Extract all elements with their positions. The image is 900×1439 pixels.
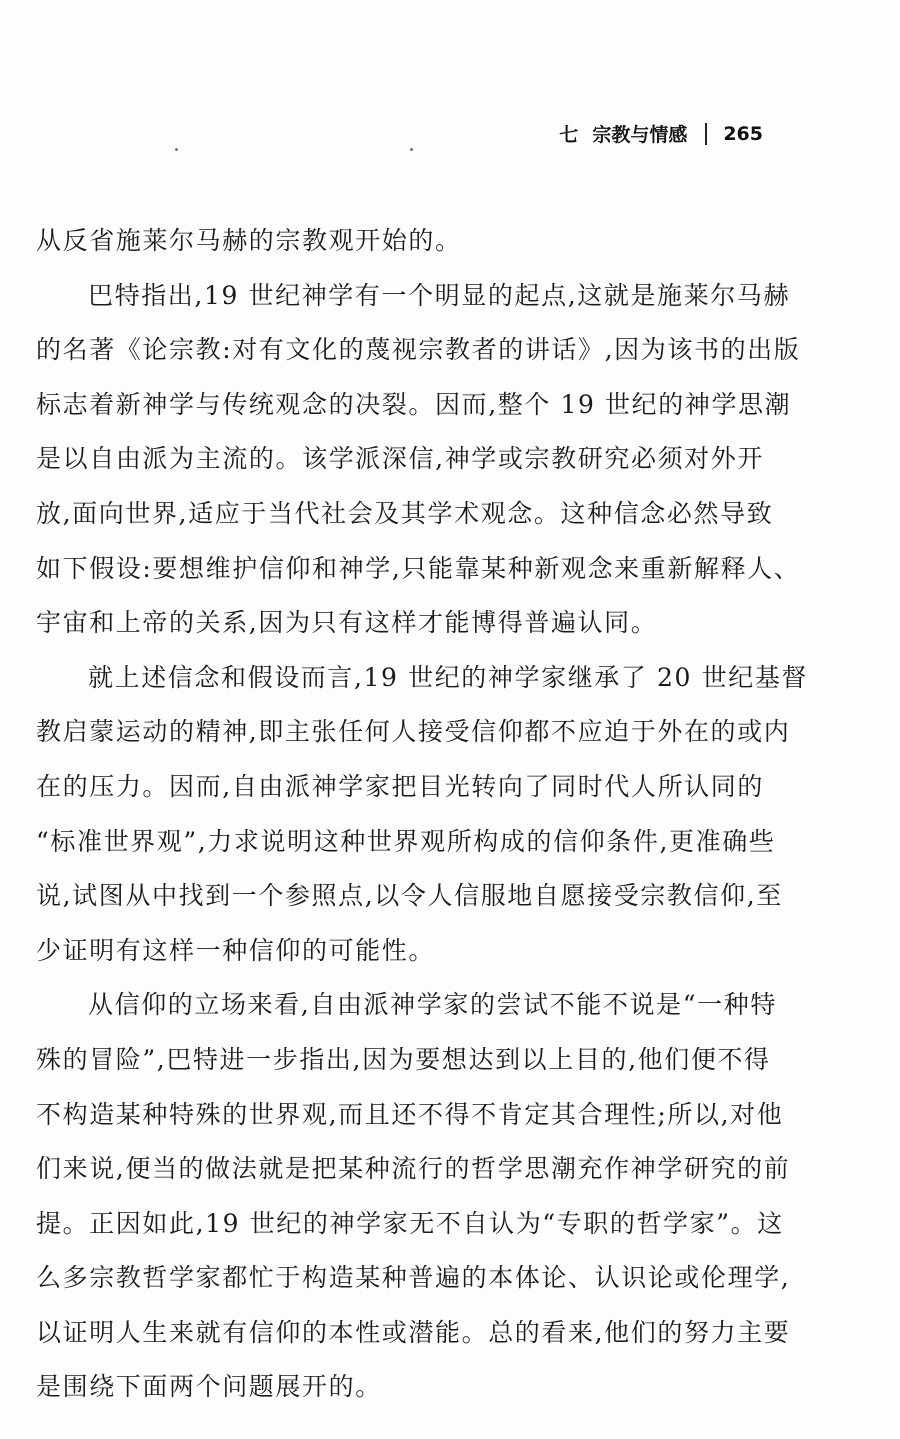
text-line: 如下假设:要想维护信仰和神学,只能靠某种新观念来重新解释人、: [36, 553, 801, 583]
text-line: 从信仰的立场来看,自由派神学家的尝试不能不说是“一种特: [88, 990, 777, 1020]
text-line: 宇宙和上帝的关系,因为只有这样才能博得普遍认同。: [36, 608, 658, 638]
text-line: 殊的冒险”,巴特进一步指出,因为要想达到以上目的,他们便不得: [36, 1044, 771, 1074]
chapter-number: 七: [559, 124, 579, 146]
text-line: 说,试图从中找到一个参照点,以令人信服地自愿接受宗教信仰,至: [36, 881, 783, 911]
text-line: 从反省施莱尔马赫的宗教观开始的。: [36, 226, 462, 255]
text-line: 巴特指出,19 世纪神学有一个明显的起点,这就是施莱尔马赫: [88, 280, 791, 310]
running-header: [559, 120, 763, 147]
text-line: 提。正因如此,19 世纪的神学家无不自认为“专职的哲学家”。这: [36, 1208, 784, 1238]
page-number: 265: [723, 122, 763, 145]
text-line: 少证明有这样一种信仰的可能性。: [36, 935, 436, 965]
text-line: 是以自由派为主流的。该学派深信,神学或宗教研究必须对外开: [36, 444, 764, 474]
body-text: [36, 214, 809, 1415]
header-divider: [705, 123, 707, 145]
scan-speck: [175, 148, 178, 151]
text-line: 的名著《论宗教:对有文化的蔑视宗教者的讲话》,因为该书的出版: [36, 335, 801, 365]
text-line: 标志着新神学与传统观念的决裂。因而,整个 19 世纪的神学思潮: [36, 389, 792, 419]
text-line: 教启蒙运动的精神,即主张任何人接受信仰都不应迫于外在的或内: [36, 717, 791, 747]
text-line: 不构造某种特殊的世界观,而且还不得不肯定其合理性;所以,对他: [36, 1099, 784, 1129]
text-line: 是围绕下面两个问题展开的。: [36, 1372, 382, 1402]
text-line: 以证明人生来就有信仰的本性或潜能。总的看来,他们的努力主要: [36, 1317, 791, 1347]
text-line: 放,面向世界,适应于当代社会及其学术观念。这种信念必然导致: [36, 498, 774, 528]
text-line: 们来说,便当的做法就是把某种流行的哲学思潮充作神学研究的前: [36, 1154, 791, 1184]
text-line: “标准世界观”,力求说明这种世界观所构成的信仰条件,更准确些: [36, 826, 776, 856]
text-line: 在的压力。因而,自由派神学家把目光转向了同时代人所认同的: [36, 771, 764, 801]
text-line: 么多宗教哲学家都忙于构造某种普遍的本体论、认识论或伦理学,: [36, 1263, 791, 1293]
scan-speck: [410, 148, 413, 151]
text-line: 就上述信念和假设而言,19 世纪的神学家继承了 20 世纪基督: [88, 662, 809, 692]
chapter-title: 宗教与情感: [592, 124, 688, 146]
